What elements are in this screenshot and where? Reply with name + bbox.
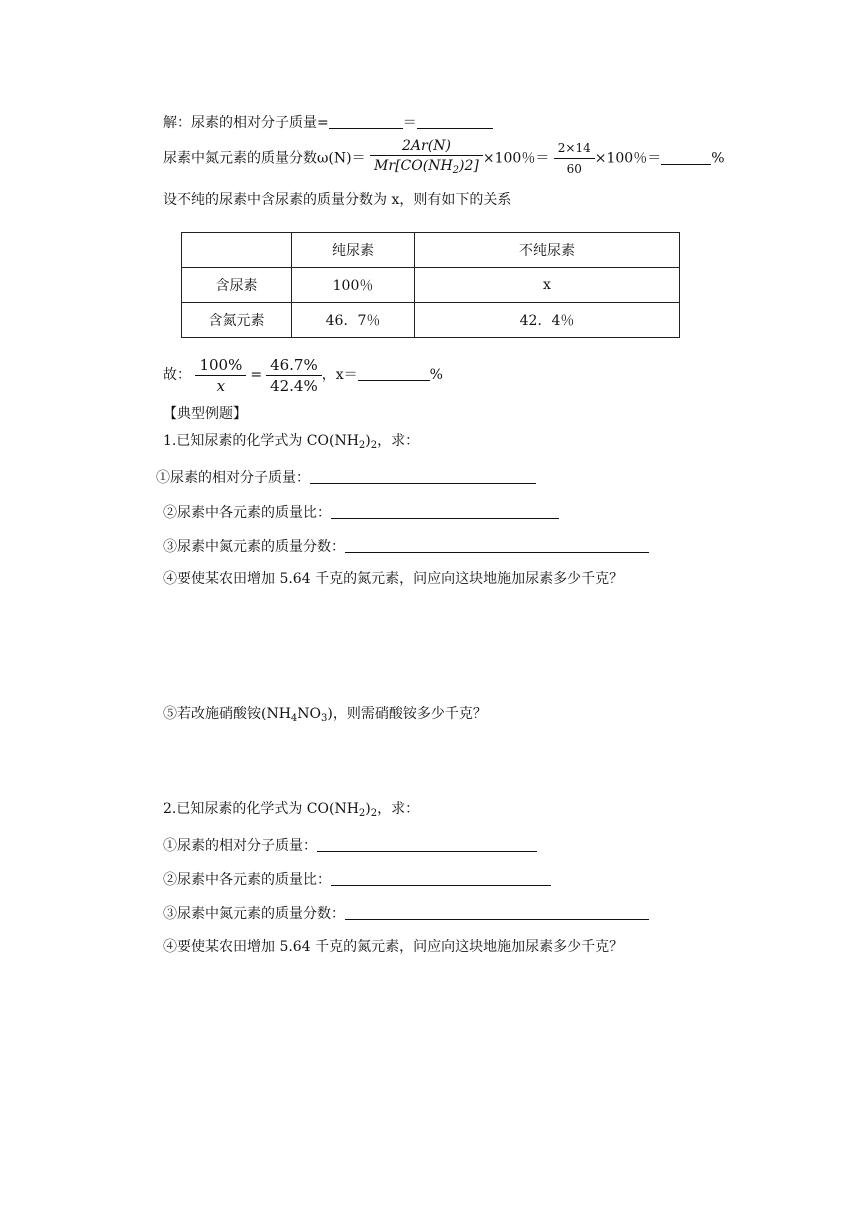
table-header-cell: 不纯尿素 bbox=[415, 233, 680, 268]
table-header-cell: 纯尿素 bbox=[292, 233, 415, 268]
table-cell: 46．7％ bbox=[292, 303, 415, 338]
solution-line-3: 设不纯的尿素中含尿素的质量分数为 x，则有如下的关系 bbox=[163, 192, 512, 208]
table-cell: 含氮元素 bbox=[182, 303, 292, 338]
table-cell: 42．4％ bbox=[415, 303, 680, 338]
solution-line-1: 解：尿素的相对分子质量= ＝ bbox=[163, 114, 493, 132]
table-header-cell bbox=[182, 233, 292, 268]
table-cell: 含尿素 bbox=[182, 268, 292, 303]
answer-blank[interactable] bbox=[331, 871, 551, 886]
table-row bbox=[182, 268, 680, 303]
answer-blank[interactable] bbox=[358, 366, 430, 381]
answer-blank[interactable] bbox=[345, 538, 649, 553]
answer-blank[interactable] bbox=[417, 114, 493, 129]
answer-blank[interactable] bbox=[661, 150, 711, 165]
answer-blank[interactable] bbox=[310, 469, 536, 484]
answer-blank[interactable] bbox=[331, 504, 559, 519]
answer-blank[interactable] bbox=[345, 905, 649, 920]
table-cell: 100％ bbox=[292, 268, 415, 303]
mass-fraction-formula: $\frac{2Ar(N)}{Mr[CO(NH_2)2]}$ bbox=[370, 137, 483, 180]
question-1-item-4: ④要使某农田增加 5.64 千克的氮元素，问应向这块地施加尿素多少千克？ bbox=[163, 571, 624, 587]
question-1-item-3: ③尿素中氮元素的质量分数： bbox=[163, 538, 649, 556]
ratio-fraction-left: $\frac{100\%}{x}$ bbox=[195, 356, 246, 395]
table-row bbox=[182, 233, 680, 268]
solution-line-2: 尿素中氮元素的质量分数ω(N)＝ $\frac{2Ar(N)}{Mr[CO(NH_2)2]}$ ×100％＝ $\frac{2\times 14}{60}$ ×100％＝ % bbox=[163, 137, 725, 180]
answer-blank[interactable] bbox=[329, 114, 403, 129]
conclusion-line: 故： $\frac{100\%}{x}$ = $\frac{46.7\%}{42.4\%}$ ，x＝ % bbox=[163, 355, 443, 395]
ratio-fraction-right: $\frac{46.7\%}{42.4\%}$ bbox=[266, 356, 322, 395]
table-row bbox=[182, 303, 680, 338]
question-2-item-1: ①尿素的相对分子质量： bbox=[163, 837, 537, 855]
question-1-item-5: ⑤若改施硝酸铵$(NH_4NO_3)$，则需硝酸铵多少千克？ bbox=[163, 706, 487, 724]
question-2-item-2: ②尿素中各元素的质量比： bbox=[163, 871, 551, 889]
question-2-item-4: ④要使某农田增加 5.64 千克的氮元素，问应向这块地施加尿素多少千克？ bbox=[163, 939, 624, 955]
numeric-fraction: $\frac{2\times 14}{60}$ bbox=[554, 139, 595, 178]
section-heading: 【典型例题】 bbox=[163, 406, 247, 422]
answer-blank[interactable] bbox=[317, 837, 537, 852]
table-cell: x bbox=[415, 268, 680, 303]
question-1-item-1: ①尿素的相对分子质量： bbox=[156, 469, 536, 487]
question-1-item-2: ②尿素中各元素的质量比： bbox=[163, 504, 559, 522]
comparison-table bbox=[181, 232, 680, 338]
question-1-title: 1.已知尿素的化学式为 $CO(NH_2)_2$，求： bbox=[163, 433, 420, 451]
question-2-item-3: ③尿素中氮元素的质量分数： bbox=[163, 905, 649, 923]
question-2-title: 2.已知尿素的化学式为 $CO(NH_2)_2$，求： bbox=[163, 801, 420, 819]
